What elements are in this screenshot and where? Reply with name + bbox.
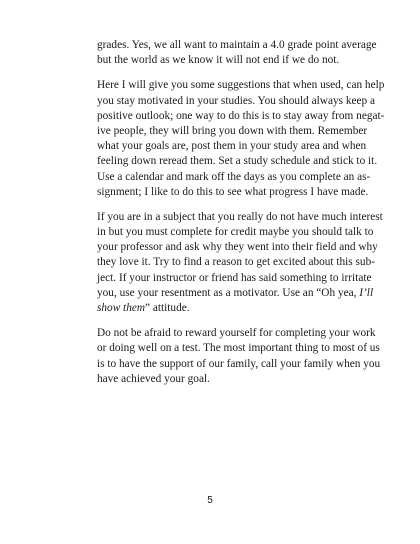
body-text bbox=[97, 38, 385, 397]
text-fragment: you, use your resentment as a motivator. Use an bbox=[97, 286, 317, 299]
text-line: but the world as we know it will not end if we do not. bbox=[97, 54, 340, 67]
text-line: is to have the support of our family, call your family when you bbox=[97, 357, 381, 370]
text-line: you stay motivated in your studies. You should always keep a bbox=[97, 94, 376, 107]
paragraph-3 bbox=[97, 210, 383, 316]
text-line: in but you must complete for credit maybe you should talk to bbox=[97, 226, 374, 239]
text-line: signment; I like to do this to see what progress I have made. bbox=[97, 185, 369, 198]
text-line: your professor and ask why they went into their field and why bbox=[97, 241, 378, 254]
paragraph-4 bbox=[97, 326, 381, 387]
text-line: Use a calendar and mark off the days as you complete an as- bbox=[97, 170, 371, 183]
text-line: they love it. Try to find a reason to get excited about this sub- bbox=[97, 256, 375, 269]
text-line: ject. If your instructor or friend has said something to irritate bbox=[97, 271, 372, 284]
text-line: grades. Yes, we all want to maintain a 4.0 grade point average bbox=[97, 39, 377, 51]
text-line: Do not be afraid to reward yourself for completing your work bbox=[97, 327, 376, 340]
quote-italic: I’ll bbox=[359, 286, 374, 299]
text-line: positive outlook; one way to do this is to stay away from negat- bbox=[97, 109, 385, 122]
text-line: Here I will give you some suggestions that when used, can help bbox=[97, 79, 385, 92]
text-line: ive people, they will bring you down with them. Remember bbox=[97, 124, 368, 137]
text-line bbox=[97, 286, 374, 301]
paragraph-2 bbox=[97, 78, 385, 200]
text-line: or doing well on a test. The most important thing to most of us bbox=[97, 342, 380, 355]
quote-open: “Oh yea, bbox=[316, 286, 360, 299]
text-line: what your goals are, post them in your study area and when bbox=[97, 140, 367, 153]
quote-close: ” attitude. bbox=[145, 302, 190, 314]
text-line: have achieved your goal. bbox=[97, 372, 210, 385]
quote-italic-continued: show them bbox=[97, 302, 146, 314]
text-line: If you are in a subject that you really do not have much interest bbox=[97, 210, 383, 223]
text-line bbox=[97, 301, 367, 316]
paragraph-1 bbox=[97, 38, 377, 68]
page-number: 5 bbox=[207, 495, 213, 506]
text-line: feeling down reread them. Set a study schedule and stick to it. bbox=[97, 155, 378, 168]
